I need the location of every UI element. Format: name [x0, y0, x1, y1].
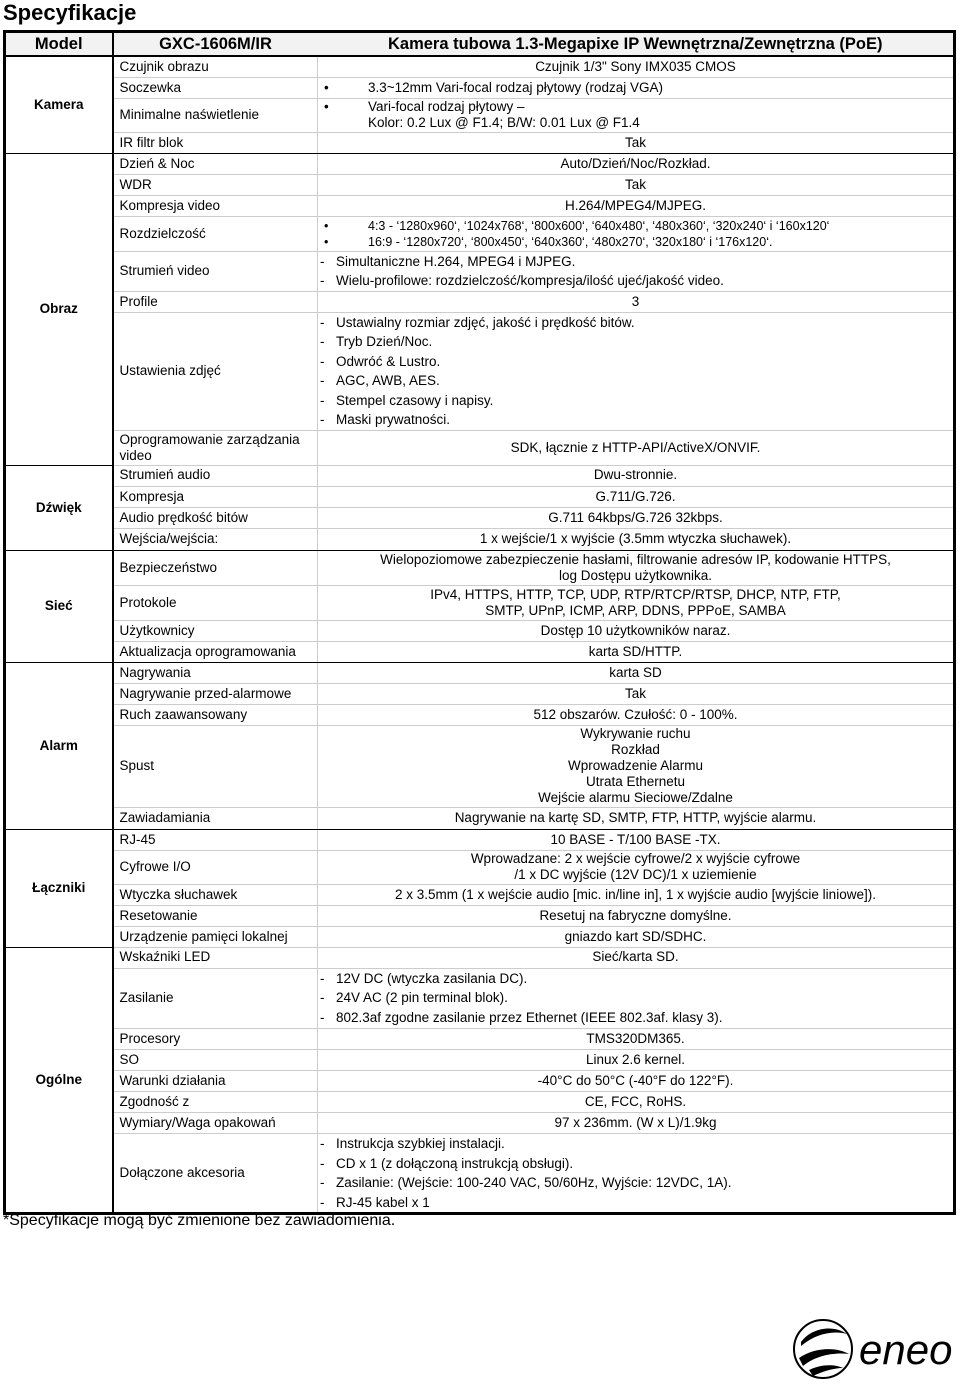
- feature-label: WDR: [113, 174, 318, 195]
- feature-value: Dwu-stronnie.: [318, 465, 955, 486]
- feature-value: [318, 1133, 955, 1213]
- table-row: [5, 1028, 955, 1049]
- feature-value: CE, FCC, RoHS.: [318, 1091, 955, 1112]
- list-item: - Ustawialny rozmiar zdjęć, jakość i prędkość bitów.: [318, 313, 949, 333]
- value-line: Rozkład: [611, 742, 660, 757]
- feature-label: Audio prędkość bitów: [113, 507, 318, 528]
- feature-label: IR filtr blok: [113, 132, 318, 153]
- feature-value: 3: [318, 291, 955, 312]
- table-row: [5, 807, 955, 829]
- feature-value: [318, 77, 955, 98]
- table-row: [5, 430, 955, 465]
- feature-label: Wskaźniki LED: [113, 947, 318, 968]
- feature-label: Strumień video: [113, 251, 318, 291]
- list-item: - Wielu-profilowe: rozdzielczość/kompresja/ilość ujeć/jakość video.: [318, 271, 949, 291]
- list-item: - Maski prywatności.: [318, 410, 949, 430]
- feature-label: Dzień & Noc: [113, 153, 318, 174]
- feature-label: Spust: [113, 725, 318, 807]
- feature-value: 10 BASE - T/100 BASE -TX.: [318, 829, 955, 850]
- feature-value: TMS320DM365.: [318, 1028, 955, 1049]
- feature-value: [318, 216, 955, 251]
- table-row: [5, 528, 955, 550]
- list-item: - Tryb Dzień/Noc.: [318, 332, 949, 352]
- feature-value: Tak: [318, 683, 955, 704]
- feature-label: Cyfrowe I/O: [113, 850, 318, 884]
- category-dzwiek: Dźwięk: [5, 465, 113, 550]
- feature-label: Nagrywania: [113, 662, 318, 683]
- page-title: Specyfikacje: [3, 0, 137, 25]
- feature-label: Kompresja video: [113, 195, 318, 216]
- value-line: Wprowadzenie Alarmu: [567, 758, 704, 773]
- table-row: [5, 550, 955, 585]
- feature-label: Oprogramowanie zarządzania video: [113, 430, 318, 465]
- feature-label: RJ-45: [113, 829, 318, 850]
- value-line: SMTP, UPnP, ICMP, ARP, DDNS, PPPoE, SAMBA: [485, 602, 786, 618]
- spec-table: [3, 30, 956, 1215]
- feature-value: Tak: [318, 174, 955, 195]
- feature-value: 1 x wejście/1 x wyjście (3.5mm wtyczka słuchawek).: [318, 528, 955, 550]
- bullet-item: • 3.3~12mm Vari-focal rodzaj płytowy (rodzaj VGA): [322, 80, 949, 96]
- header-description: Kamera tubowa 1.3-Megapixe IP Wewnętrzna/Zewnętrzna (PoE): [318, 32, 955, 57]
- list-item: - Stempel czasowy i napisy.: [318, 391, 949, 411]
- feature-value: G.711/G.726.: [318, 486, 955, 507]
- feature-label: Ruch zaawansowany: [113, 704, 318, 725]
- feature-label: Protokole: [113, 585, 318, 620]
- category-kamera: Kamera: [5, 56, 113, 153]
- table-row: [5, 153, 955, 174]
- feature-value: Dostęp 10 użytkowników naraz.: [318, 620, 955, 641]
- power-list: [322, 969, 949, 1028]
- feature-label: Zasilanie: [113, 968, 318, 1028]
- table-row: [5, 486, 955, 507]
- list-item: - Zasilanie: (Wejście: 100-240 VAC, 50/60Hz, Wyjście: 12VDC, 1A).: [318, 1173, 949, 1193]
- feature-value: [318, 968, 955, 1028]
- feature-value: [318, 725, 955, 807]
- table-row: [5, 829, 955, 850]
- feature-label: Kompresja: [113, 486, 318, 507]
- feature-value: Resetuj na fabryczne domyślne.: [318, 905, 955, 926]
- resolution-list: [322, 218, 949, 250]
- table-row: [5, 465, 955, 486]
- table-row: [5, 585, 955, 620]
- table-row: [5, 1112, 955, 1133]
- category-obraz: Obraz: [5, 153, 113, 465]
- feature-label: Urządzenie pamięci lokalnej: [113, 926, 318, 947]
- feature-value: Tak: [318, 132, 955, 153]
- list-item: - AGC, AWB, AES.: [318, 371, 949, 391]
- stream-list: [322, 252, 949, 291]
- feature-label: Minimalne naświetlenie: [113, 98, 318, 132]
- value-line: Wykrywanie ruchu: [580, 726, 691, 741]
- list-item: - Instrukcja szybkiej instalacji.: [318, 1134, 949, 1154]
- table-row: [5, 132, 955, 153]
- table-row: [5, 1091, 955, 1112]
- list-item: • 16:9 - ‘1280x720‘, ‘800x450‘, ‘640x360‘, ‘480x270‘, ‘320x180‘ i ‘176x120‘.: [322, 234, 949, 250]
- table-row: [5, 662, 955, 683]
- feature-value: karta SD/HTTP.: [318, 641, 955, 662]
- list-item: - CD x 1 (z dołączoną instrukcją obsługi).: [318, 1154, 949, 1174]
- feature-value: [318, 585, 955, 620]
- table-row: [5, 947, 955, 968]
- table-row: [5, 620, 955, 641]
- feature-label: Profile: [113, 291, 318, 312]
- header-model-number: GXC-1606M/IR: [113, 32, 318, 57]
- feature-label: Strumień audio: [113, 465, 318, 486]
- table-row: [5, 251, 955, 291]
- category-siec: Sieć: [5, 550, 113, 662]
- feature-value: SDK, łącznie z HTTP-API/ActiveX/ONVIF.: [318, 430, 955, 465]
- feature-label: Bezpieczeństwo: [113, 550, 318, 585]
- eneo-logo: [793, 1318, 953, 1380]
- feature-value: Nagrywanie na kartę SD, SMTP, FTP, HTTP, wyjście alarmu.: [318, 807, 955, 829]
- table-row: [5, 1133, 955, 1213]
- value-line: Wejście alarmu Sieciowe/Zdalne: [538, 790, 733, 805]
- table-row: [5, 174, 955, 195]
- table-row: [5, 641, 955, 662]
- table-row: [5, 905, 955, 926]
- feature-value: -40°C do 50°C (-40°F do 122°F).: [318, 1070, 955, 1091]
- accessories-list: [322, 1134, 949, 1212]
- feature-value: [318, 312, 955, 430]
- feature-label: Dołączone akcesoria: [113, 1133, 318, 1213]
- feature-value: [318, 251, 955, 291]
- value-line: Wielopoziomowe zabezpieczenie hasłami, filtrowanie adresów IP, kodowanie HTTPS,: [380, 551, 891, 567]
- table-header: [5, 32, 955, 57]
- feature-value: Czujnik 1/3" Sony IMX035 CMOS: [318, 56, 955, 77]
- feature-value: Auto/Dzień/Noc/Rozkład.: [318, 153, 955, 174]
- feature-label: Resetowanie: [113, 905, 318, 926]
- list-item: - 802.3af zgodne zasilanie przez Ethernet (IEEE 802.3af. klasy 3).: [318, 1008, 949, 1028]
- feature-value: gniazdo kart SD/SDHC.: [318, 926, 955, 947]
- bullet-item: • Vari-focal rodzaj płytowy –: [322, 99, 949, 115]
- feature-label: Czujnik obrazu: [113, 56, 318, 77]
- table-row: [5, 291, 955, 312]
- feature-label: Zgodność z: [113, 1091, 318, 1112]
- list-item: - Odwróć & Lustro.: [318, 352, 949, 372]
- settings-list: [322, 313, 949, 430]
- table-row: [5, 56, 955, 77]
- eneo-logo-mark: [793, 1318, 953, 1380]
- table-row: [5, 968, 955, 1028]
- table-row: [5, 884, 955, 905]
- feature-label: Wtyczka słuchawek: [113, 884, 318, 905]
- value-line: /1 x DC wyjście (12V DC)/1 x uziemienie: [514, 867, 757, 882]
- category-alarm: Alarm: [5, 662, 113, 829]
- table-row: [5, 683, 955, 704]
- list-item: • 4:3 - ‘1280x960‘, ‘1024x768‘, ‘800x600‘, ‘640x480‘, ‘480x360‘, ‘320x240‘ i ‘160x120‘: [322, 218, 949, 234]
- feature-label: Aktualizacja oprogramowania: [113, 641, 318, 662]
- feature-value: 97 x 236mm. (W x L)/1.9kg: [318, 1112, 955, 1133]
- list-item: - 12V DC (wtyczka zasilania DC).: [318, 969, 949, 989]
- footnote: *Specyfikacje mogą być zmienione bez zawiadomienia.: [3, 1212, 396, 1229]
- table-row: [5, 216, 955, 251]
- feature-value: 512 obszarów. Czułość: 0 - 100%.: [318, 704, 955, 725]
- feature-label: Rozdzielczość: [113, 216, 318, 251]
- list-item: - 24V AC (2 pin terminal blok).: [318, 988, 949, 1008]
- feature-label: Zawiadamiania: [113, 807, 318, 829]
- list-item: - RJ-45 kabel x 1: [318, 1193, 949, 1213]
- list-item: - Simultaniczne H.264, MPEG4 i MJPEG.: [318, 252, 949, 272]
- value-line: IPv4, HTTPS, HTTP, TCP, UDP, RTP/RTCP/RTSP, DHCP, NTP, FTP,: [430, 586, 841, 602]
- feature-value: Sieć/karta SD.: [318, 947, 955, 968]
- feature-value: 2 x 3.5mm (1 x wejście audio [mic. in/line in], 1 x wyjście audio [wyjście liniowe]).: [318, 884, 955, 905]
- value-line: log Dostępu użytkownika.: [558, 567, 713, 583]
- feature-value: G.711 64kbps/G.726 32kbps.: [318, 507, 955, 528]
- table-row: [5, 704, 955, 725]
- feature-value: [318, 850, 955, 884]
- value-line: Utrata Ethernetu: [585, 774, 686, 789]
- table-row: [5, 507, 955, 528]
- feature-label: Użytkownicy: [113, 620, 318, 641]
- feature-value: [318, 550, 955, 585]
- feature-label: Ustawienia zdjęć: [113, 312, 318, 430]
- header-model: Model: [5, 32, 113, 57]
- feature-label: Wymiary/Waga opakowań: [113, 1112, 318, 1133]
- feature-value: karta SD: [318, 662, 955, 683]
- feature-label: Nagrywanie przed-alarmowe: [113, 683, 318, 704]
- value-line: Wprowadzane: 2 x wejście cyfrowe/2 x wyjście cyfrowe: [470, 851, 801, 866]
- feature-label: Warunki działania: [113, 1070, 318, 1091]
- feature-value: [318, 98, 955, 132]
- table-row: [5, 725, 955, 807]
- value-line: Kolor: 0.2 Lux @ F1.4; B/W: 0.01 Lux @ F1.4: [368, 115, 640, 130]
- table-row: [5, 850, 955, 884]
- feature-label: SO: [113, 1049, 318, 1070]
- feature-label: Wejścia/wejścia:: [113, 528, 318, 550]
- table-row: [5, 195, 955, 216]
- feature-value: Linux 2.6 kernel.: [318, 1049, 955, 1070]
- table-row: [5, 926, 955, 947]
- feature-value: H.264/MPEG4/MJPEG.: [318, 195, 955, 216]
- eneo-logo-text: eneo: [859, 1326, 953, 1373]
- table-row: [5, 1049, 955, 1070]
- feature-label: Procesory: [113, 1028, 318, 1049]
- table-row: [5, 312, 955, 430]
- table-row: [5, 77, 955, 98]
- category-ogolne: Ogólne: [5, 947, 113, 1213]
- table-row: [5, 1070, 955, 1091]
- feature-label: Soczewka: [113, 77, 318, 98]
- table-row: [5, 98, 955, 132]
- category-laczniki: Łączniki: [5, 829, 113, 947]
